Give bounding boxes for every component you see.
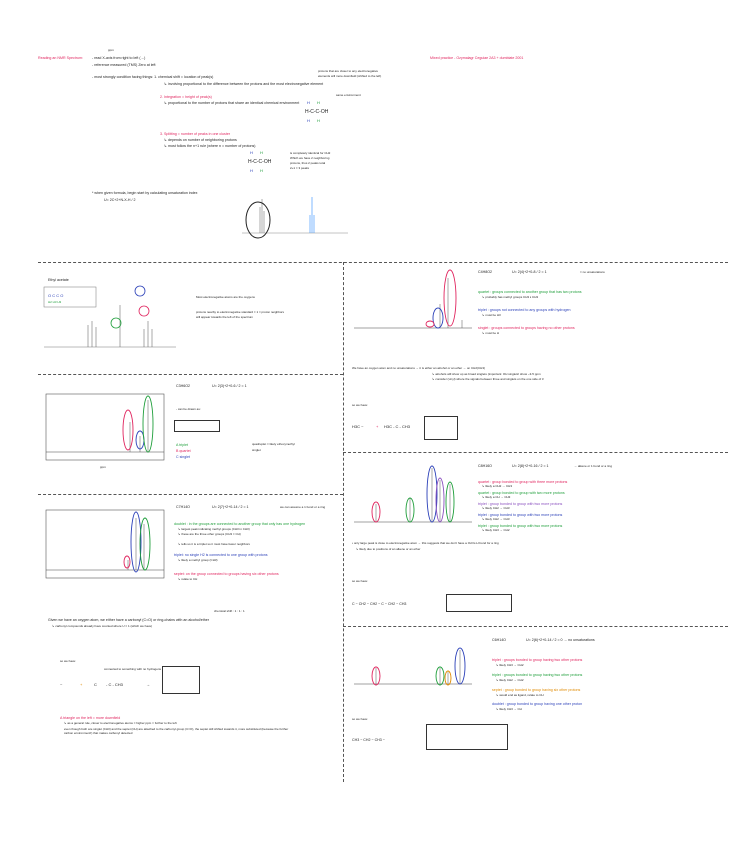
splitting-note-2: Which we have 2 neighboring [290, 156, 330, 160]
intro-row-3: - most strongly condition facing things: 1. chemical shift = location of peak(s) [92, 75, 214, 79]
intro-row-2: - reference measured (TMS) Zero at left [92, 63, 156, 67]
panel-f-unsat: U= 2(6)+2+0-14 / 2 = 0 → no unsaturations [526, 638, 595, 642]
splitting-heading: 3. Splitting = number of peaks in one cluster [160, 132, 231, 136]
svg-text:H3C - C - CH3: H3C - C - CH3 [384, 424, 411, 429]
svg-text:H-C-C-OH: H-C-C-OH [248, 159, 272, 165]
panel-f-row-7: doublet : group bonded to group having one other proton [492, 702, 583, 706]
panel-e-row-3: quartet : group bonded to group with two more protons [478, 491, 565, 495]
panel-b-legend-a: A triplet [176, 443, 188, 447]
panel-d-row-4: ↳ must be H3 [482, 313, 501, 317]
panel-f-row-4: ↳ likely CH2 → CH2 [496, 678, 524, 682]
intro-row-1: - read X-axis from right to left (→) [92, 56, 146, 60]
separator-vertical [343, 262, 344, 782]
right-note-1: protons that are closer to any electronegative [318, 69, 379, 73]
svg-text:C ~ CH2 ~ CH2 ~ C ~ CH2 ~ CH3: C ~ CH2 ~ CH2 ~ C ~ CH2 ~ CH3 [352, 602, 407, 606]
panel-e-we-have: so we have: [352, 579, 369, 583]
svg-text:CH3 ~ CH2 ~ CH3 ~: CH3 ~ CH2 ~ CH3 ~ [352, 738, 385, 742]
page-title-right: Mixed practice - Ozymalagr Ceguiae 2A3 + dumbiate 2001 [430, 56, 524, 60]
panel-e-row-7: triplet : group bonded to group with two more protons [478, 513, 563, 517]
panel-b-legend-right-1: quadruplet = likely ethoxymethyl [252, 442, 295, 446]
same-env-label: same environment [336, 93, 361, 97]
panel-e-note-1: • only large peak is close to electronegative atom → this suggests that we don't have a OxOx-H bond for a ring [352, 541, 499, 545]
panel-b-axis: ppm [100, 465, 106, 469]
splitting-sub-1: ↳ depends on number of neighboring protons [164, 138, 237, 142]
panel-f-row-1: triplet : groups bonded to group having two other protons [492, 658, 583, 662]
svg-text:+: + [376, 424, 379, 429]
panel-c-formula: C7H14O [176, 505, 190, 509]
panel-c-finale-1: A triangle on the left = more downfield [60, 716, 121, 720]
panel-e-formula: C8H16O [478, 464, 492, 468]
panel-b-legend-b: B quartet [176, 449, 191, 453]
right-note-2: elements will more downfield (shifted to the left) [318, 74, 382, 78]
separator-right-1 [343, 452, 728, 453]
ppm-label: ppm [108, 48, 114, 52]
ethyl-acetate-spectrum [40, 285, 180, 360]
separator-left-2 [38, 494, 343, 495]
panel-c-we-have: so we have: [60, 659, 77, 663]
panel-b-legend-right-2: singlet [252, 448, 261, 452]
panel-d-answer-box [424, 416, 458, 440]
panel-e-row-1: quartet : group bonded to group with three more protons [478, 480, 568, 484]
panel-d-formula: C4H8O2 [478, 270, 492, 274]
panel-d-structure [352, 420, 422, 434]
panel-f-row-2: ↳ likely CH3 → CH2 [496, 663, 524, 667]
splitting-note-3: protons, thus 2 peaks total [290, 161, 326, 165]
panel-f-answer-box [426, 724, 508, 750]
panel-d-row-5: singlet : groups connected to groups having no other protons [478, 326, 575, 330]
panel-c-unsat: U= 2(7)+2+0-14 / 2 = 1 [212, 505, 249, 509]
panel-e-row-10: ↳ likely CH3 → CH2 [482, 528, 510, 532]
panel-e-row-4: ↳ likely a CH → CH3 [482, 495, 511, 499]
separator-right-2 [343, 626, 728, 627]
panel-d-note-2: ↳ alcohols will show up as broad singlets (important: OH singlets! show ~3-5 ppm [432, 372, 541, 376]
panel-c-row-7: septet: on the group connected to groups having six other protons [174, 572, 279, 576]
svg-text:+: + [80, 682, 83, 687]
panel-c-row-6: ↳ likely a methyl group (CH3) [178, 558, 218, 562]
panel-b-legend-c: C singlet [176, 455, 190, 459]
panel-b-structure-box [174, 420, 220, 432]
unsat-formula: U= 2C+2+N-X-H / 2 [104, 198, 136, 202]
panel-b-formula: C3H6O2 [176, 384, 190, 388]
panel-f-we-have: so we have: [352, 717, 369, 721]
panel-c-row-8: ↳ relate to CH [178, 577, 198, 581]
intro-row-4: ↳ involving proportional to the difference between the protons and the most electronegative element [164, 82, 324, 86]
panel-f-row-3: triplet : groups bonded to group having two other protons [492, 673, 583, 677]
panel-c-answer-box [162, 666, 200, 694]
panel-a-note-1: Most electronegative atoms are the oxygens [196, 295, 255, 299]
svg-text:H: H [317, 118, 320, 123]
panel-d-note-3: ↳ consider (vinyl) where the signals between three and singlets on the one side of 3 [432, 377, 544, 381]
integration-sub: ↳ proportional to the number of protons that share an identical chemical environment [164, 101, 300, 105]
svg-text:O C C O: O C C O [48, 293, 64, 298]
panel-d-row-2: ↳ probably has methyl groups CH3 ε CH3 [482, 295, 539, 299]
svg-text:H: H [260, 168, 263, 173]
unsat-note: * when given formula, begin start by calculating unsaturation index [92, 191, 198, 195]
panel-e-answer-box [446, 594, 512, 612]
panel-e-note-2: ↳ likely due to positions of an alkene or an ether [356, 547, 421, 551]
splitting-sub-2: ↳ most follow the n+1 rule (where n = number of protons) [164, 144, 256, 148]
svg-text:H: H [317, 100, 320, 105]
ethanol-structure-1 [305, 100, 355, 130]
svg-text:H: H [250, 150, 253, 155]
intro-spectrum [240, 185, 350, 240]
splitting-note-1: is completely identical for CH2 [290, 151, 331, 155]
panel-e-row-9: triplet : group bonded to group with two more protons [478, 524, 563, 528]
panel-e-spectrum [352, 460, 474, 532]
svg-text:H3C ~: H3C ~ [352, 424, 364, 429]
panel-f-row-8: ↳ likely CH3 → CH [496, 707, 522, 711]
panel-e-tail: → alkene or 1 bond or a ring [574, 464, 613, 468]
panel-a-note-3: will appear towards the left of the spectrum [196, 315, 254, 319]
panel-e-row-2: ↳ likely a CH2 → CH3 [482, 484, 513, 488]
panel-b-spectrum [44, 392, 166, 472]
svg-text:H: H [250, 168, 253, 173]
panel-d-unsat: U= 2(4)+2+0-8 / 2 = 1 [512, 270, 547, 274]
svg-text:H: H [307, 100, 310, 105]
panel-c-structure [60, 676, 160, 696]
panel-a-note-2: protons nearby to electronegative standard = 1 = proton neighbors [196, 310, 285, 314]
panel-c-spectrum [44, 508, 166, 590]
panel-c-finale-2: ↳ as a general rule, closer to electronegative atoms = higher ppm = further to the left [64, 721, 177, 725]
panel-c-connected: connected to something with no hydrogens [104, 667, 162, 671]
page-title-left: Reading an NMR Spectrum: [38, 56, 83, 60]
panel-c-note-1: Given we have an oxygen atom, we either have a carbonyl (C=O) or ring-chains with an alcohol/ether [48, 618, 209, 622]
panel-e-row-6: ↳ likely CH2 → CH3 [482, 506, 510, 510]
panel-d-spectrum [352, 270, 474, 340]
svg-text:H-C-C-OH: H-C-C-OH [305, 109, 329, 115]
panel-c-row-1: doublet : in the groups are connected to another group that only has one hydrogen [174, 522, 306, 526]
panel-e-structure [352, 598, 444, 610]
panel-d-row-6: ↳ must be H [482, 331, 500, 335]
panel-d-row-1: quartet : groups connected to another group that has two protons [478, 290, 582, 294]
svg-text:→: → [146, 682, 150, 687]
panel-f-row-6: ↳ would end as ligand, relate to CH [496, 693, 544, 697]
panel-e-row-5: triplet : group bonded to group with two more protons [478, 502, 563, 506]
panel-f-row-5: septet : group bonded to group having six other protons [492, 688, 581, 692]
panel-e-unsat: U= 2(8)+2+0-16 / 2 = 1 [512, 464, 549, 468]
panel-d-tail: = no unsaturations [580, 270, 605, 274]
panel-e-row-8: ↳ likely CH2 → CH3 [482, 517, 510, 521]
panel-d-row-3: triplet : groups not connected to any groups with hydrogen [478, 308, 571, 312]
panel-b-unsat: U= 2(3)+2+0-6 / 2 = 1 [212, 384, 247, 388]
svg-text:C: C [94, 682, 97, 687]
separator-left-1 [38, 374, 343, 375]
panel-b-note: - can be drawn as: [176, 407, 201, 411]
panel-c-finale-3: even though both are singlet (CH3) and the septet (CH) are attached to the carbonyl group (C=O), the septet still shifted towards it, more substituted (because the further carbon environment!) that makes carbonyl detected [64, 727, 289, 735]
integration-heading: 2. Integration = height of peak(s) [160, 95, 212, 99]
panel-a-label: Ethyl acetate [48, 278, 69, 282]
panel-d-note-1: We have an oxygen atom and no unsaturations → it is either an alcohol or an ether → on CH2(CH3) [352, 366, 486, 370]
panel-c-row-5: triplet: no single H2 is connected to one group with protons [174, 553, 268, 557]
panel-c-row-4: ↳ tells us it is a triplet so it must have fewer neighbors [178, 542, 250, 546]
panel-c-tail: we can assume a 1 bond or a ring [280, 505, 326, 509]
svg-text:H2 H3 H3: H2 H3 H3 [48, 300, 62, 304]
panel-c-row-2: ↳ largest peak indicating methyl groups (CH3 in CH3) [178, 527, 250, 531]
separator-top [38, 262, 728, 263]
panel-d-we-have: so we have: [352, 403, 369, 407]
panel-f-structure [352, 734, 422, 746]
svg-text:H: H [307, 118, 310, 123]
panel-c-row-3: ↳ these are the three other groups (CH3 = CH) [178, 532, 241, 536]
panel-f-formula: C6H14O [492, 638, 506, 642]
svg-text:- C - CH3: - C - CH3 [106, 682, 123, 687]
panel-c-ratio: chemical shift : 1 : 1 : 1 [214, 609, 245, 613]
svg-text:H: H [260, 150, 263, 155]
svg-text:~: ~ [60, 682, 63, 687]
panel-f-spectrum [352, 646, 474, 694]
splitting-note-4: 2+1 = 3 peaks [290, 166, 310, 170]
panel-c-note-2: ↳ carbonyl compounds already have counted where U = 1 (which we have) [52, 624, 153, 628]
